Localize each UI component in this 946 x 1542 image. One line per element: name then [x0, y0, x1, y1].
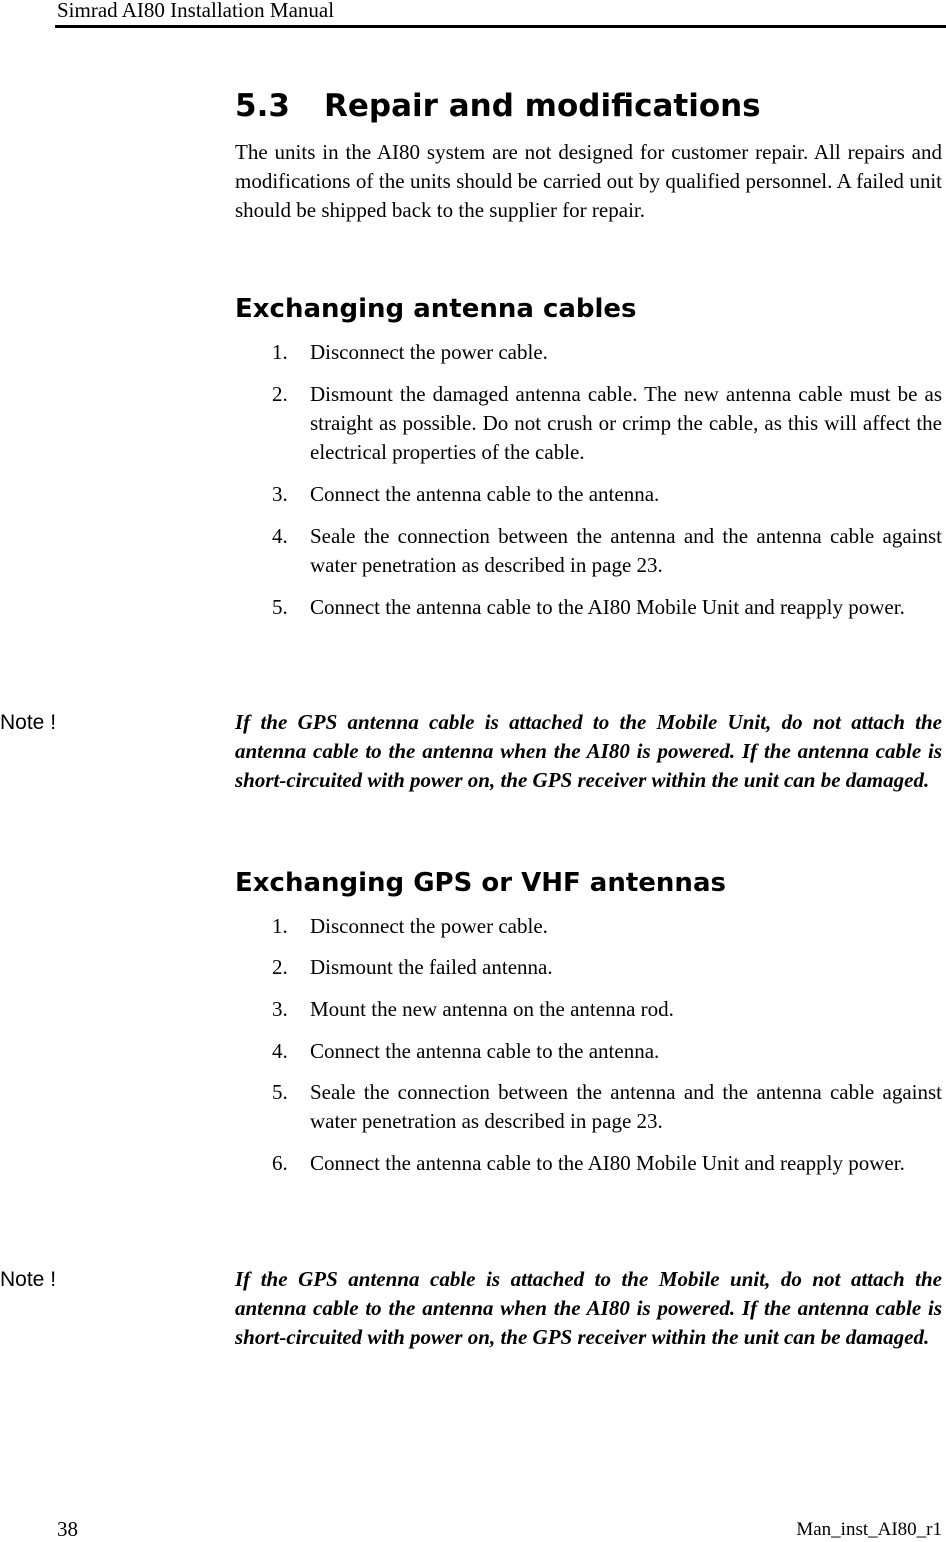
step-text: Connect the antenna cable to the antenna.	[310, 482, 660, 506]
antennas-note-text: If the GPS antenna cable is attached to the Mobile unit, do not attach the antenna cable to the antenna when the AI80 is powered. If the antenna cable is short-circuited with power on, the GPS receiver within the unit can be damaged.	[235, 1267, 942, 1349]
step-number: 1.	[272, 340, 288, 364]
cables-step	[272, 338, 942, 367]
step-text: Dismount the failed antenna.	[310, 955, 553, 979]
step-text: Seale the connection between the antenna and the antenna cable against water penetration as described in page 23.	[310, 524, 942, 577]
footer-page-number: 38	[57, 1517, 78, 1541]
cables-step	[272, 522, 942, 580]
note-label: Note !	[0, 1268, 57, 1291]
step-number: 5.	[272, 1080, 288, 1104]
step-text: Seale the connection between the antenna and the antenna cable against water penetration as described in page 23.	[310, 1080, 942, 1133]
step-text: Disconnect the power cable.	[310, 914, 548, 938]
cables-heading: Exchanging antenna cables	[235, 294, 637, 324]
step-number: 1.	[272, 914, 288, 938]
step-text: Connect the antenna cable to the AI80 Mobile Unit and reapply power.	[310, 595, 905, 619]
note-label: Note !	[0, 711, 57, 734]
cables-step	[272, 380, 942, 467]
step-text: Disconnect the power cable.	[310, 340, 548, 364]
step-text: Connect the antenna cable to the AI80 Mobile Unit and reapply power.	[310, 1151, 905, 1175]
section-number: 5.3	[235, 88, 290, 124]
antennas-step	[272, 953, 942, 982]
intro-paragraph: The units in the AI80 system are not designed for customer repair. All repairs and modifications of the units should be carried out by qualified personnel. A failed unit should be shipped back to the supplier for repair.	[235, 140, 942, 222]
header-rule	[55, 25, 946, 28]
antennas-step	[272, 995, 942, 1024]
step-number: 3.	[272, 997, 288, 1021]
step-number: 2.	[272, 382, 288, 406]
antennas-step	[272, 1037, 942, 1066]
step-number: 3.	[272, 482, 288, 506]
step-number: 6.	[272, 1151, 288, 1175]
antennas-step	[272, 1078, 942, 1136]
section-title-text: Repair and modifications	[324, 88, 761, 124]
running-header-title: Simrad AI80 Installation Manual	[57, 0, 335, 22]
step-number: 5.	[272, 595, 288, 619]
antennas-step	[272, 912, 942, 941]
antennas-heading: Exchanging GPS or VHF antennas	[235, 868, 726, 898]
antennas-step	[272, 1149, 942, 1178]
step-text: Mount the new antenna on the antenna rod.	[310, 997, 674, 1021]
cables-step	[272, 480, 942, 509]
section-title	[235, 86, 761, 126]
cables-note-text: If the GPS antenna cable is attached to the Mobile Unit, do not attach the antenna cable to the antenna when the AI80 is powered. If the antenna cable is short-circuited with power on, the GPS receiver within the unit can be damaged.	[235, 710, 942, 792]
step-text: Connect the antenna cable to the antenna.	[310, 1039, 660, 1063]
cables-step	[272, 593, 942, 622]
step-number: 2.	[272, 955, 288, 979]
step-text: Dismount the damaged antenna cable. The new antenna cable must be as straight as possible. Do not crush or crimp the cable, as this will affect the electrical properties of the cable.	[310, 382, 942, 464]
footer-doc-id: Man_inst_AI80_r1	[796, 1519, 942, 1540]
step-number: 4.	[272, 1039, 288, 1063]
step-number: 4.	[272, 524, 288, 548]
